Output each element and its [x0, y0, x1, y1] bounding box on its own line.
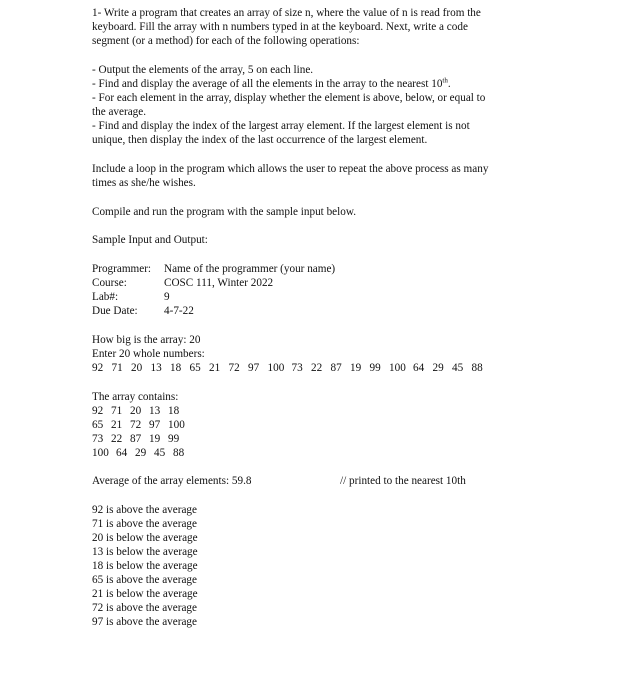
array-heading: The array contains:: [92, 391, 179, 403]
average-line: [92, 474, 532, 488]
average-comment: // printed to the nearest 10th: [340, 475, 466, 487]
size-prompt: How big is the array: 20: [92, 334, 201, 346]
compile-instruction: Compile and run the program with the sample input below.: [92, 206, 356, 218]
comparison-line: 65 is above the average: [92, 574, 197, 586]
sample-heading: Sample Input and Output:: [92, 234, 208, 246]
operation-line: unique, then display the index of the last occurrence of the largest element.: [92, 134, 428, 146]
intro-line: 1- Write a program that creates an array of size n, where the value of n is read from the: [92, 7, 481, 19]
comparison-line: 97 is above the average: [92, 616, 197, 628]
header-row-course: Course: COSC 111, Winter 2022: [92, 277, 274, 289]
header-info: [92, 262, 532, 318]
input-numbers: 92 71 20 13 18 65 21 72 97 100 73 22 87 19 99 100 64 29 45 88: [92, 362, 483, 374]
header-row-programmer: Programmer: Name of the programmer (your name): [92, 263, 336, 275]
intro-line: keyboard. Fill the array with n numbers typed in at the keyboard. Next, write a code: [92, 21, 468, 33]
comparison-line: 92 is above the average: [92, 504, 197, 516]
operation-line: - For each element in the array, display whether the element is above, below, or equal to: [92, 92, 486, 104]
operation-line: the average.: [92, 106, 147, 118]
comparison-line: 18 is below the average: [92, 560, 198, 572]
comparison-line: 13 is below the average: [92, 546, 198, 558]
comparison-line: 72 is above the average: [92, 602, 197, 614]
loop-paragraph: [92, 162, 532, 190]
array-row: 73 22 87 19 99: [92, 433, 180, 445]
intro-paragraph: [92, 6, 532, 48]
header-row-due-date: Due Date: 4-7-22: [92, 305, 194, 317]
array-row: 92 71 20 13 18: [92, 405, 180, 417]
numbers-prompt: Enter 20 whole numbers:: [92, 348, 205, 360]
operation-line: - Find and display the index of the largest array element. If the largest element is not: [92, 120, 470, 132]
comparison-line: 71 is above the average: [92, 518, 197, 530]
header-row-lab: Lab#: 9: [92, 291, 170, 303]
comparison-list: [92, 503, 532, 629]
array-output: [92, 390, 532, 460]
operation-line: - Find and display the average of all the elements in the array to the nearest 10th.: [92, 76, 451, 90]
loop-line: Include a loop in the program which allows the user to repeat the above process as many: [92, 163, 489, 175]
average-text: Average of the array elements: 59.8: [92, 475, 252, 487]
comparison-line: 21 is below the average: [92, 588, 198, 600]
array-row: 100 64 29 45 88: [92, 447, 185, 459]
operation-line: - Output the elements of the array, 5 on each line.: [92, 64, 314, 76]
loop-line: times as she/he wishes.: [92, 177, 196, 189]
array-row: 65 21 72 97 100: [92, 419, 185, 431]
input-section: [92, 333, 532, 375]
operations-list: [92, 63, 532, 147]
intro-line: segment (or a method) for each of the following operations:: [92, 35, 360, 47]
comparison-line: 20 is below the average: [92, 532, 198, 544]
